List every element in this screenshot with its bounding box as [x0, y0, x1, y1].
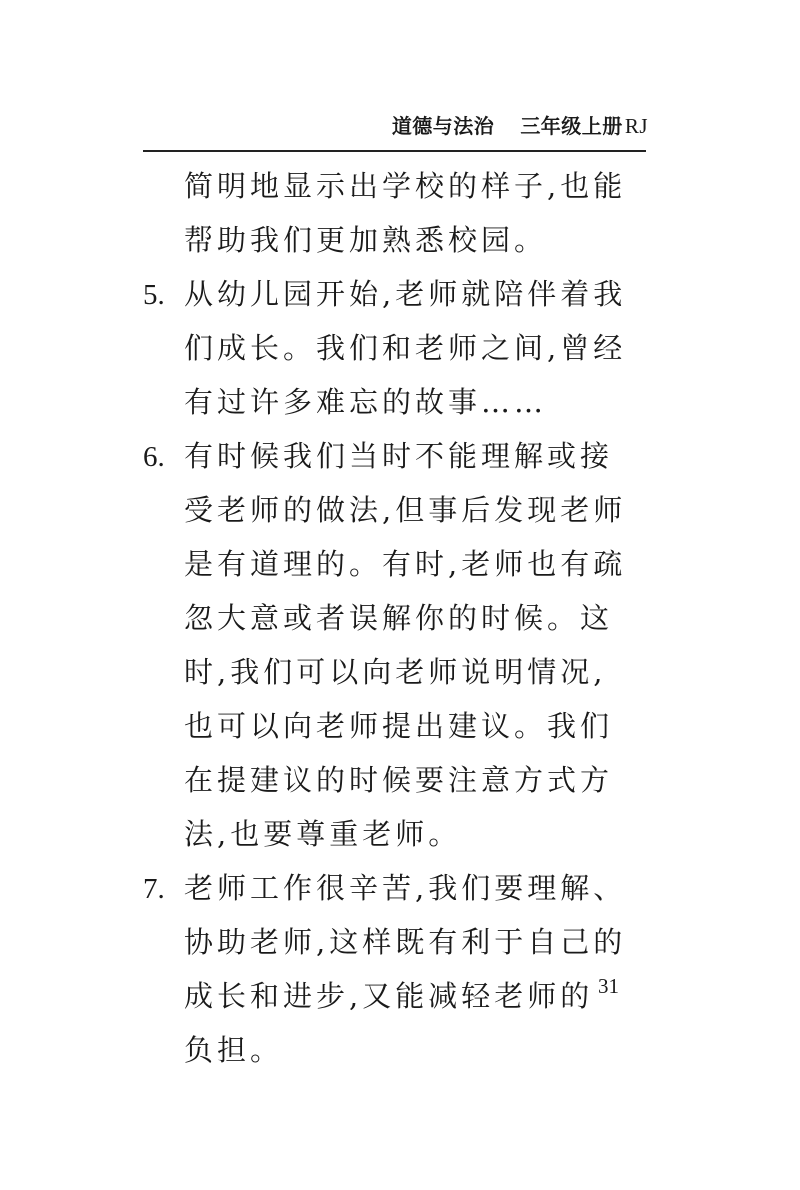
list-item-6 [143, 429, 646, 861]
line-text: 有时候我们当时不能理解或接 [184, 439, 614, 473]
list-item-7 [143, 861, 646, 1077]
header-rule [143, 150, 646, 152]
list-number: 7. [143, 873, 165, 905]
text-line: 忽大意或者误解你的时候。这 [184, 601, 614, 635]
text-line: 成长和进步,又能减轻老师的 [184, 979, 594, 1013]
header-edition: RJ [624, 114, 648, 138]
text-line: 法,也要尊重老师。 [184, 817, 462, 851]
header-grade: 三年级上册 [520, 114, 623, 138]
text-line: 时,我们可以向老师说明情况, [184, 655, 607, 689]
text-line: 简明地显示出学校的样子,也能 [184, 169, 627, 203]
page-body [143, 159, 646, 1077]
line-text: 从幼儿园开始,老师就陪伴着我 [184, 277, 627, 311]
text-line [143, 861, 646, 915]
text-line: 受老师的做法,但事后发现老师 [184, 493, 627, 527]
text-line: 帮助我们更加熟悉校园。 [184, 223, 548, 257]
text-line [143, 267, 646, 321]
text-line [143, 429, 646, 483]
text-line: 协助老师,这样既有利于自己的 [184, 925, 627, 959]
list-number: 5. [143, 279, 165, 311]
text-line: 在提建议的时候要注意方式方 [184, 763, 614, 797]
text-line: 是有道理的。有时,老师也有疏 [184, 547, 627, 581]
list-number: 6. [143, 441, 165, 473]
list-item-5 [143, 267, 646, 429]
line-text: 老师工作很辛苦,我们要理解、 [184, 871, 627, 905]
text-line: 有过许多难忘的故事…… [184, 385, 548, 419]
running-header [392, 110, 648, 139]
text-line: 也可以向老师提出建议。我们 [184, 709, 614, 743]
page-number: 31 [598, 974, 619, 998]
header-subject: 道德与法治 [391, 114, 495, 138]
text-line: 们成长。我们和老师之间,曾经 [184, 331, 627, 365]
text-line: 负担。 [184, 1033, 284, 1067]
